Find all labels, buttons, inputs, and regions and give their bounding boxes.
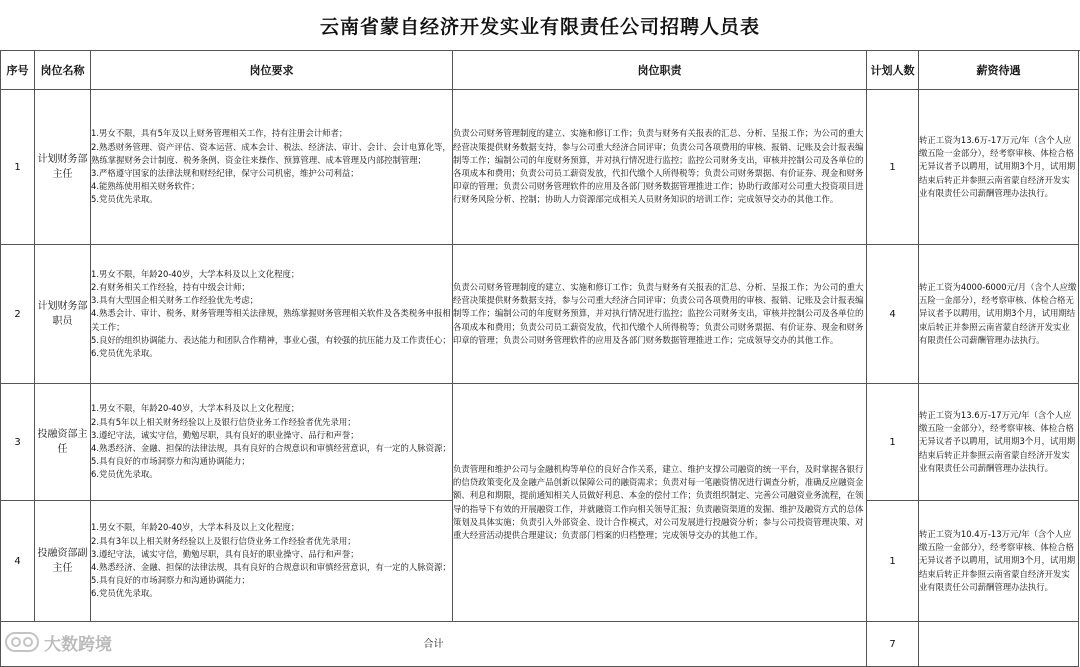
row-salary: 转正工资为10.4万-13万元/年（含个人应缴五险一金部分），经考察审核、体检合格无异议者予以聘用，试用期3个月，试用期结束后转正并参照云南省蒙自经济开发实业有限责任公司薪酬管理办法执行。 <box>919 501 1079 622</box>
requirement-item: 3.严格遵守国家的法律法规和财经纪律，保守公司机密，维护公司利益； <box>91 168 359 178</box>
header-plan: 计划人数 <box>867 51 919 90</box>
requirement-item: 5.良好的组织协调能力、表达能力和团队合作精神，事业心强，有较强的抗压能力及工作责任心； <box>91 334 451 345</box>
total-plan: 7 <box>867 622 919 667</box>
requirement-item: 5.具有良好的市场洞察力和沟通协调能力； <box>91 575 250 586</box>
table-header-row <box>1 51 1079 90</box>
row-plan: 1 <box>867 501 919 622</box>
row-plan: 1 <box>867 90 919 245</box>
row-position: 投融资部副主任 <box>35 501 91 622</box>
header-requirements: 岗位要求 <box>91 51 453 90</box>
row-position: 计划财务部主任 <box>35 90 91 245</box>
requirement-item: 4.能熟练使用相关财务软件； <box>91 181 200 192</box>
requirement-item: 2.熟悉财务管理、资产评估、资本运营、成本会计、税法、经济法、审计、会计、会计电算化等，熟练掌握财务会计制度、税务条例、资金往来操作、预算管理、成本管理及内部控制管理； <box>91 141 451 165</box>
page-title: 云南省蒙自经济开发实业有限责任公司招聘人员表 <box>0 0 1080 51</box>
requirement-item: 5.党员优先录取。 <box>91 194 158 205</box>
row-duties: 负责公司财务管理制度的建立、实施和修订工作；负责与财务有关报表的汇总、分析、呈报工作；为公司的重大经营决策提供财务数据支持，参与公司重大经济合同评审；负责公司各项费用的审核、报销、记账及会计报表编制等工作；编制公司的年度财务预算，并对执行情况进行监控；监控公司财务支出，审核并控制公司及各单位的各项成本和费用；负责公司员工薪资发放，代扣代缴个人所得税等；负责公司财务票据、有价证券、现金和财务印章的管理；负责公司财务管理软件的应用及各部门财务数据管理推进工作；完成领导交办的其他工作。 <box>453 245 867 384</box>
requirement-item: 6.党员优先录取。 <box>91 588 158 599</box>
header-seq: 序号 <box>1 51 35 90</box>
header-duties: 岗位职责 <box>453 51 867 90</box>
requirement-item: 4.熟悉经济、金融、担保的法律法规，具有良好的合规意识和审慎经营意识，有一定的人脉资源； <box>91 562 451 572</box>
table-row <box>1 384 1079 501</box>
total-label: 合计 <box>1 622 867 667</box>
header-salary: 薪资待遇 <box>919 51 1079 90</box>
row-seq: 2 <box>1 245 35 384</box>
table-row <box>1 245 1079 384</box>
row-plan: 1 <box>867 384 919 501</box>
requirement-item: 3.遵纪守法，诚实守信，勤勉尽职，具有良好的职业操守、品行和声誉； <box>91 548 359 559</box>
row-salary: 转正工资为13.6万-17万元/年（含个人应缴五险一金部分），经考察审核、体检合格无异议者予以聘用，试用期3个月，试用期结束后转正并参照云南省蒙自经济开发实业有限责任公司薪酬管理办法执行。 <box>919 90 1079 245</box>
requirement-item: 1.男女不限，年龄20-40岁，大学本科及以上文化程度； <box>91 522 300 533</box>
requirement-item: 1.男女不限，年龄20-40岁，大学本科及以上文化程度； <box>91 403 300 414</box>
total-row <box>1 622 1079 667</box>
row-position: 计划财务部职员 <box>35 245 91 384</box>
requirement-item: 2.具有5年以上相关财务经验以上及银行信贷业务工作经验者优先录用； <box>91 416 356 427</box>
requirement-item: 3.具有大型国企相关财务工作经验优先考虑； <box>91 295 259 306</box>
requirement-item: 4.熟悉会计、审计、税务、财务管理等相关法律规，熟练掌握财务管理相关软件及各类税务申报相关工作； <box>91 308 451 332</box>
requirement-item: 5.具有良好的市场洞察力和沟通协调能力； <box>91 456 250 467</box>
row-salary: 转正工资为4000-6000元/月（含个人应缴五险一金部分），经考察审核、体检合格无异议者予以聘用，试用期3个月，试用期结束后转正并参照云南省蒙自经济开发实业有限责任公司薪酬管理办法执行。 <box>919 245 1079 384</box>
row-seq: 4 <box>1 501 35 622</box>
row-plan: 4 <box>867 245 919 384</box>
watermark <box>4 628 112 656</box>
row-duties-shared: 负责管理和维护公司与金融机构等单位的良好合作关系，建立、维护支撑公司融资的统一平台，及时掌握各银行的信贷政策变化及金融产品创新以保障公司的融资需求；负责对每一笔融资情况进行调查分析，准确反应融资金额、利息和期限，提前通知相关人员做好利息、本金的偿付工作；负责组织制定、完善公司融资业务流程，在领导的指导下有效的开展融资工作，并就融资工作向相关领导汇报；负责融资渠道的发掘、维护及融资方式的总体策划及具体实施；负责引入外部资金、设计合作模式，对公司发展进行投融资分析；参与公司投资管理决策、对重大经营活动提供合理建议；负责部门档案的归档整理；完成领导交办的其他工作。 <box>453 384 867 622</box>
requirement-item: 4.熟悉经济、金融、担保的法律法规，具有良好的合规意识和审慎经营意识，有一定的人脉资源； <box>91 443 451 453</box>
row-requirements <box>91 90 453 245</box>
row-seq: 3 <box>1 384 35 501</box>
header-position: 岗位名称 <box>35 51 91 90</box>
requirement-item: 1.男女不限，具有5年及以上财务管理相关工作，持有注册会计师者； <box>91 128 348 139</box>
row-seq: 1 <box>1 90 35 245</box>
row-requirements <box>91 501 453 622</box>
total-salary-empty <box>919 622 1079 667</box>
row-requirements <box>91 245 453 384</box>
requirement-item: 2.具有3年以上相关财务经验以上及银行信贷业务工作经验者优先录用； <box>91 535 356 546</box>
row-requirements <box>91 384 453 501</box>
row-duties: 负责公司财务管理制度的建立、实施和修订工作；负责与财务有关报表的汇总、分析、呈报工作；为公司的重大经营决策提供财务数据支持，参与公司重大经济合同评审；负责公司各项费用的审核、报销、记账及会计报表编制等工作；编制公司的年度财务预算，并对执行情况进行监控；监控公司财务支出，审核并控制公司及各单位的各项成本和费用；负责公司员工薪资发放，代扣代缴个人所得税等；负责公司财务票据、有价证券、现金和财务印章的管理；负责公司财务管理软件的应用及各部门财务数据管理推进工作；协助行政部对公司重大投资项目进行财务风险分析、控制；协助人力资源部完成相关人员财务知识的培训工作；完成领导交办的其他工作。 <box>453 90 867 245</box>
recruitment-table <box>0 50 1079 667</box>
logo-icon <box>4 629 40 655</box>
requirement-item: 3.遵纪守法，诚实守信，勤勉尽职，具有良好的职业操守、品行和声誉； <box>91 429 359 440</box>
requirement-item: 6.党员优先录取。 <box>91 469 158 480</box>
row-position: 投融资部主任 <box>35 384 91 501</box>
table-row <box>1 90 1079 245</box>
requirement-item: 6.党员优先录取。 <box>91 348 158 358</box>
requirement-item: 1.男女不限，年龄20-40岁，大学本科及以上文化程度； <box>91 268 300 279</box>
row-salary: 转正工资为13.6万-17万元/年（含个人应缴五险一金部分），经考察审核、体检合格无异议者予以聘用，试用期3个月，试用期结束后转正并参照云南省蒙自经济开发实业有限责任公司薪酬管理办法执行。 <box>919 384 1079 501</box>
requirement-item: 2.有财务相关工作经验，持有中级会计师； <box>91 281 250 292</box>
watermark-text: 大数跨境 <box>44 634 112 655</box>
